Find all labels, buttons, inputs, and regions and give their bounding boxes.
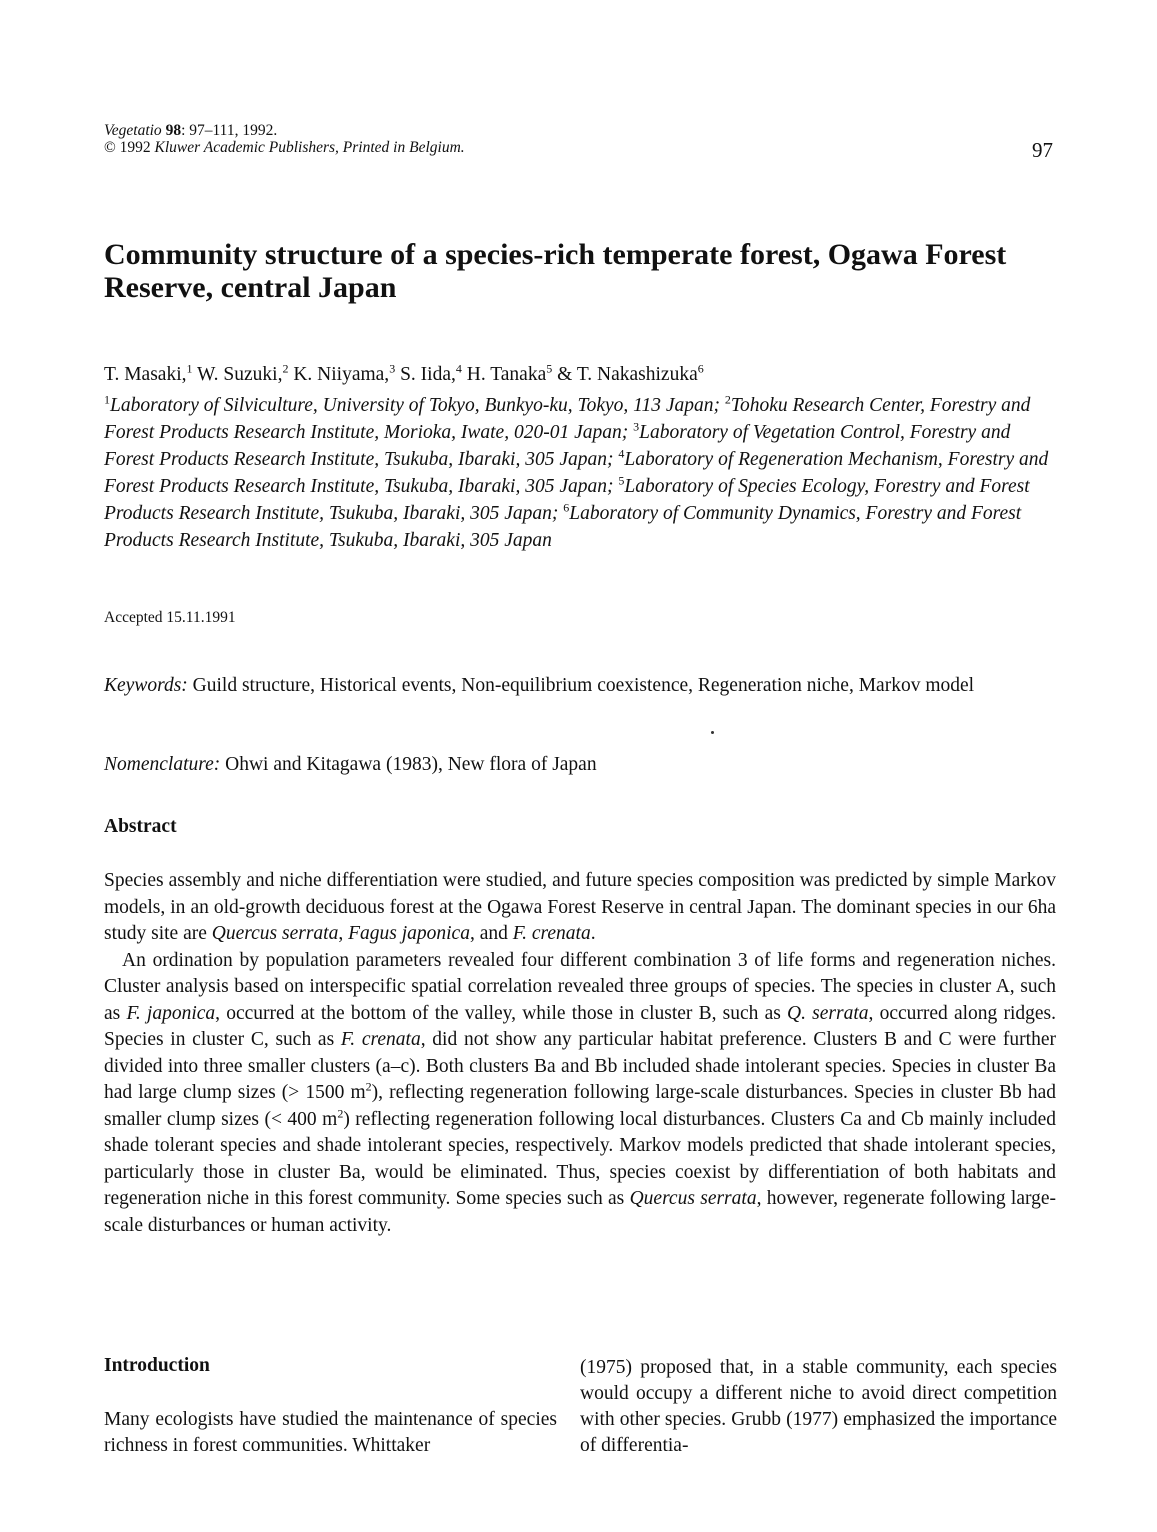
journal-citation (104, 122, 465, 156)
affiliation-mark: 6 (563, 500, 570, 515)
affiliation-text: Laboratory of Vegetation Control, Forestry and Forest Products Research Institute, Tsukuba, Ibaraki, 305 Japan; (104, 422, 1011, 470)
affiliation-text: Tohoku Research Center, Forestry and Forest Products Research Institute, Morioka, Iwate, 020-01 Japan; (104, 395, 1031, 443)
abstract-text-run: ), reflecting regeneration following large-scale disturbances. Species in cluster Bb had smaller clump sizes (< 400 m (104, 1082, 1056, 1130)
affiliation-mark: 4 (618, 446, 625, 461)
nomenclature (104, 754, 597, 776)
abstract-body (104, 868, 1056, 1239)
journal-volume: 98 (165, 122, 182, 139)
publisher: Kluwer Academic Publishers, Printed in Belgium. (154, 139, 465, 156)
abstract-heading: Abstract (104, 816, 177, 837)
affiliation-text: Laboratory of Silviculture, University of Tokyo, Bunkyo-ku, Tokyo, 113 Japan; (110, 395, 725, 416)
stray-mark (711, 731, 714, 734)
abstract-text-run: , and (469, 923, 513, 944)
introduction-heading: Introduction (104, 1355, 210, 1376)
abstract-paragraph-1 (104, 868, 1056, 948)
nomenclature-text: Ohwi and Kitagawa (1983), New flora of Japan (220, 754, 597, 775)
species-name: Quercus serrata (211, 923, 339, 944)
nomenclature-label: Nomenclature: (104, 754, 221, 775)
affiliation-mark: 2 (724, 392, 731, 407)
author-name: W. Suzuki, (197, 364, 283, 385)
author-name: T. Masaki, (104, 364, 187, 385)
copyright-symbol: © (104, 139, 116, 156)
affiliation-mark: 5 (618, 473, 625, 488)
abstract-text-run: , however, regenerate following large-scale disturbances or human activity. (104, 1188, 1057, 1236)
affiliation-mark: 1 (104, 392, 110, 407)
journal-name: Vegetatio (104, 122, 162, 139)
species-name: F. crenata (512, 923, 591, 944)
abstract-text-run: , (338, 923, 349, 944)
species-name: F. japonica (126, 1002, 216, 1024)
journal-pages-year: : 97–111, 1992. (181, 122, 278, 139)
author-name: S. Iida, (400, 364, 456, 385)
author-affiliation-mark: 3 (389, 361, 396, 376)
paper-title: Community structure of a species-rich temperate forest, Ogawa Forest Reserve, central Japan (104, 238, 1007, 304)
species-name: F. crenata (340, 1029, 421, 1050)
abstract-text-run: ) reflecting regeneration following local disturbances. Clusters Ca and Cb mainly included shade tolerant species and shade intolerant species, respectively. Markov models predicted that shade intolerant species, particularly those in cluster Ba, would be eliminated. Thus, species coexist by differentiation of both habitats and regeneration niche in this forest community. Some species such as (104, 1108, 1056, 1209)
accepted-date: Accepted 15.11.1991 (104, 609, 236, 626)
superscript: 2 (337, 1106, 344, 1120)
author-affiliation-mark: 2 (282, 361, 289, 376)
species-name: Fagus japonica (348, 923, 470, 944)
author-name: H. Tanaka (466, 364, 547, 385)
abstract-paragraph-2 (104, 948, 1056, 1240)
affiliations (104, 392, 1064, 554)
abstract-text-run: , occurred at the bottom of the valley, while those in cluster B, such as (215, 1002, 788, 1024)
introduction-left-column: Many ecologists have studied the maintenance of species richness in forest communities. Whittaker (104, 1409, 557, 1456)
author-name: T. Nakashizuka (576, 364, 698, 385)
introduction-right-column: (1975) proposed that, in a stable community, each species would occupy a different niche to avoid direct competition with other species. Grubb (1977) emphasized the importance of differentia- (580, 1357, 1057, 1456)
copyright-year: 1992 (115, 139, 155, 156)
author-affiliation-mark: 4 (455, 361, 462, 376)
species-name: Q. serrata (787, 1002, 869, 1024)
affiliation-text: Laboratory of Species Ecology, Forestry and Forest Products Research Institute, Tsukuba, Ibaraki, 305 Japan; (104, 476, 1030, 524)
abstract-text-run: Species assembly and niche differentiation were studied, and future species composition was predicted by simple Markov models, in an old-growth deciduous forest at the Ogawa Forest Reserve in central Japan. The dominant species in our 6ha study site are (104, 870, 1056, 944)
author-name: K. Niiyama, (293, 364, 390, 385)
species-name: Quercus serrata (629, 1188, 757, 1209)
journal-line-2 (104, 139, 465, 156)
page-number: 97 (1032, 138, 1053, 162)
keywords (104, 672, 1004, 699)
affiliation-text: Laboratory of Community Dynamics, Forestry and Forest Products Research Institute, Tsukuba, Ibaraki, 305 Japan (104, 503, 1022, 551)
abstract-text-run: An ordination by population parameters revealed four different combination 3 of life forms and regeneration niches. Cluster analysis based on interspecific spatial correlation revealed three groups of species. The species in cluster A, such as (104, 949, 1056, 1024)
abstract-text-run: . (590, 923, 596, 944)
affiliation-mark: 3 (633, 419, 640, 434)
author-list: T. Masaki,$^1$ W. Suzuki,$^2$ K. Niiyama,$^3$ S. Iida,$^4$ H. Tanaka$^5$ & T. Nakashizuka$^6$ (104, 361, 704, 385)
keywords-label: Keywords: (104, 675, 188, 696)
author-affiliation-mark: 1 (186, 361, 193, 376)
author-affiliation-mark: 5 (546, 361, 553, 376)
abstract-text-run: , occurred along ridges. Species in cluster C, such as (104, 1002, 1056, 1050)
journal-line-1 (104, 122, 465, 139)
superscript: 2 (365, 1079, 372, 1094)
author-affiliation-mark: 6 (697, 361, 704, 376)
abstract-text-run: , did not show any particular habitat preference. Clusters B and C were further divided into three smaller clusters (a–c). Both clusters Ba and Bb included shade intolerant species. Species in cluster Ba had large clump sizes (> 1500 m (104, 1029, 1056, 1103)
affiliation-text: Laboratory of Regeneration Mechanism, Forestry and Forest Products Research Institute, Tsukuba, Ibaraki, 305 Japan; (104, 449, 1049, 497)
keywords-text: Guild structure, Historical events, Non-equilibrium coexistence, Regeneration niche, Markov model (187, 675, 975, 696)
